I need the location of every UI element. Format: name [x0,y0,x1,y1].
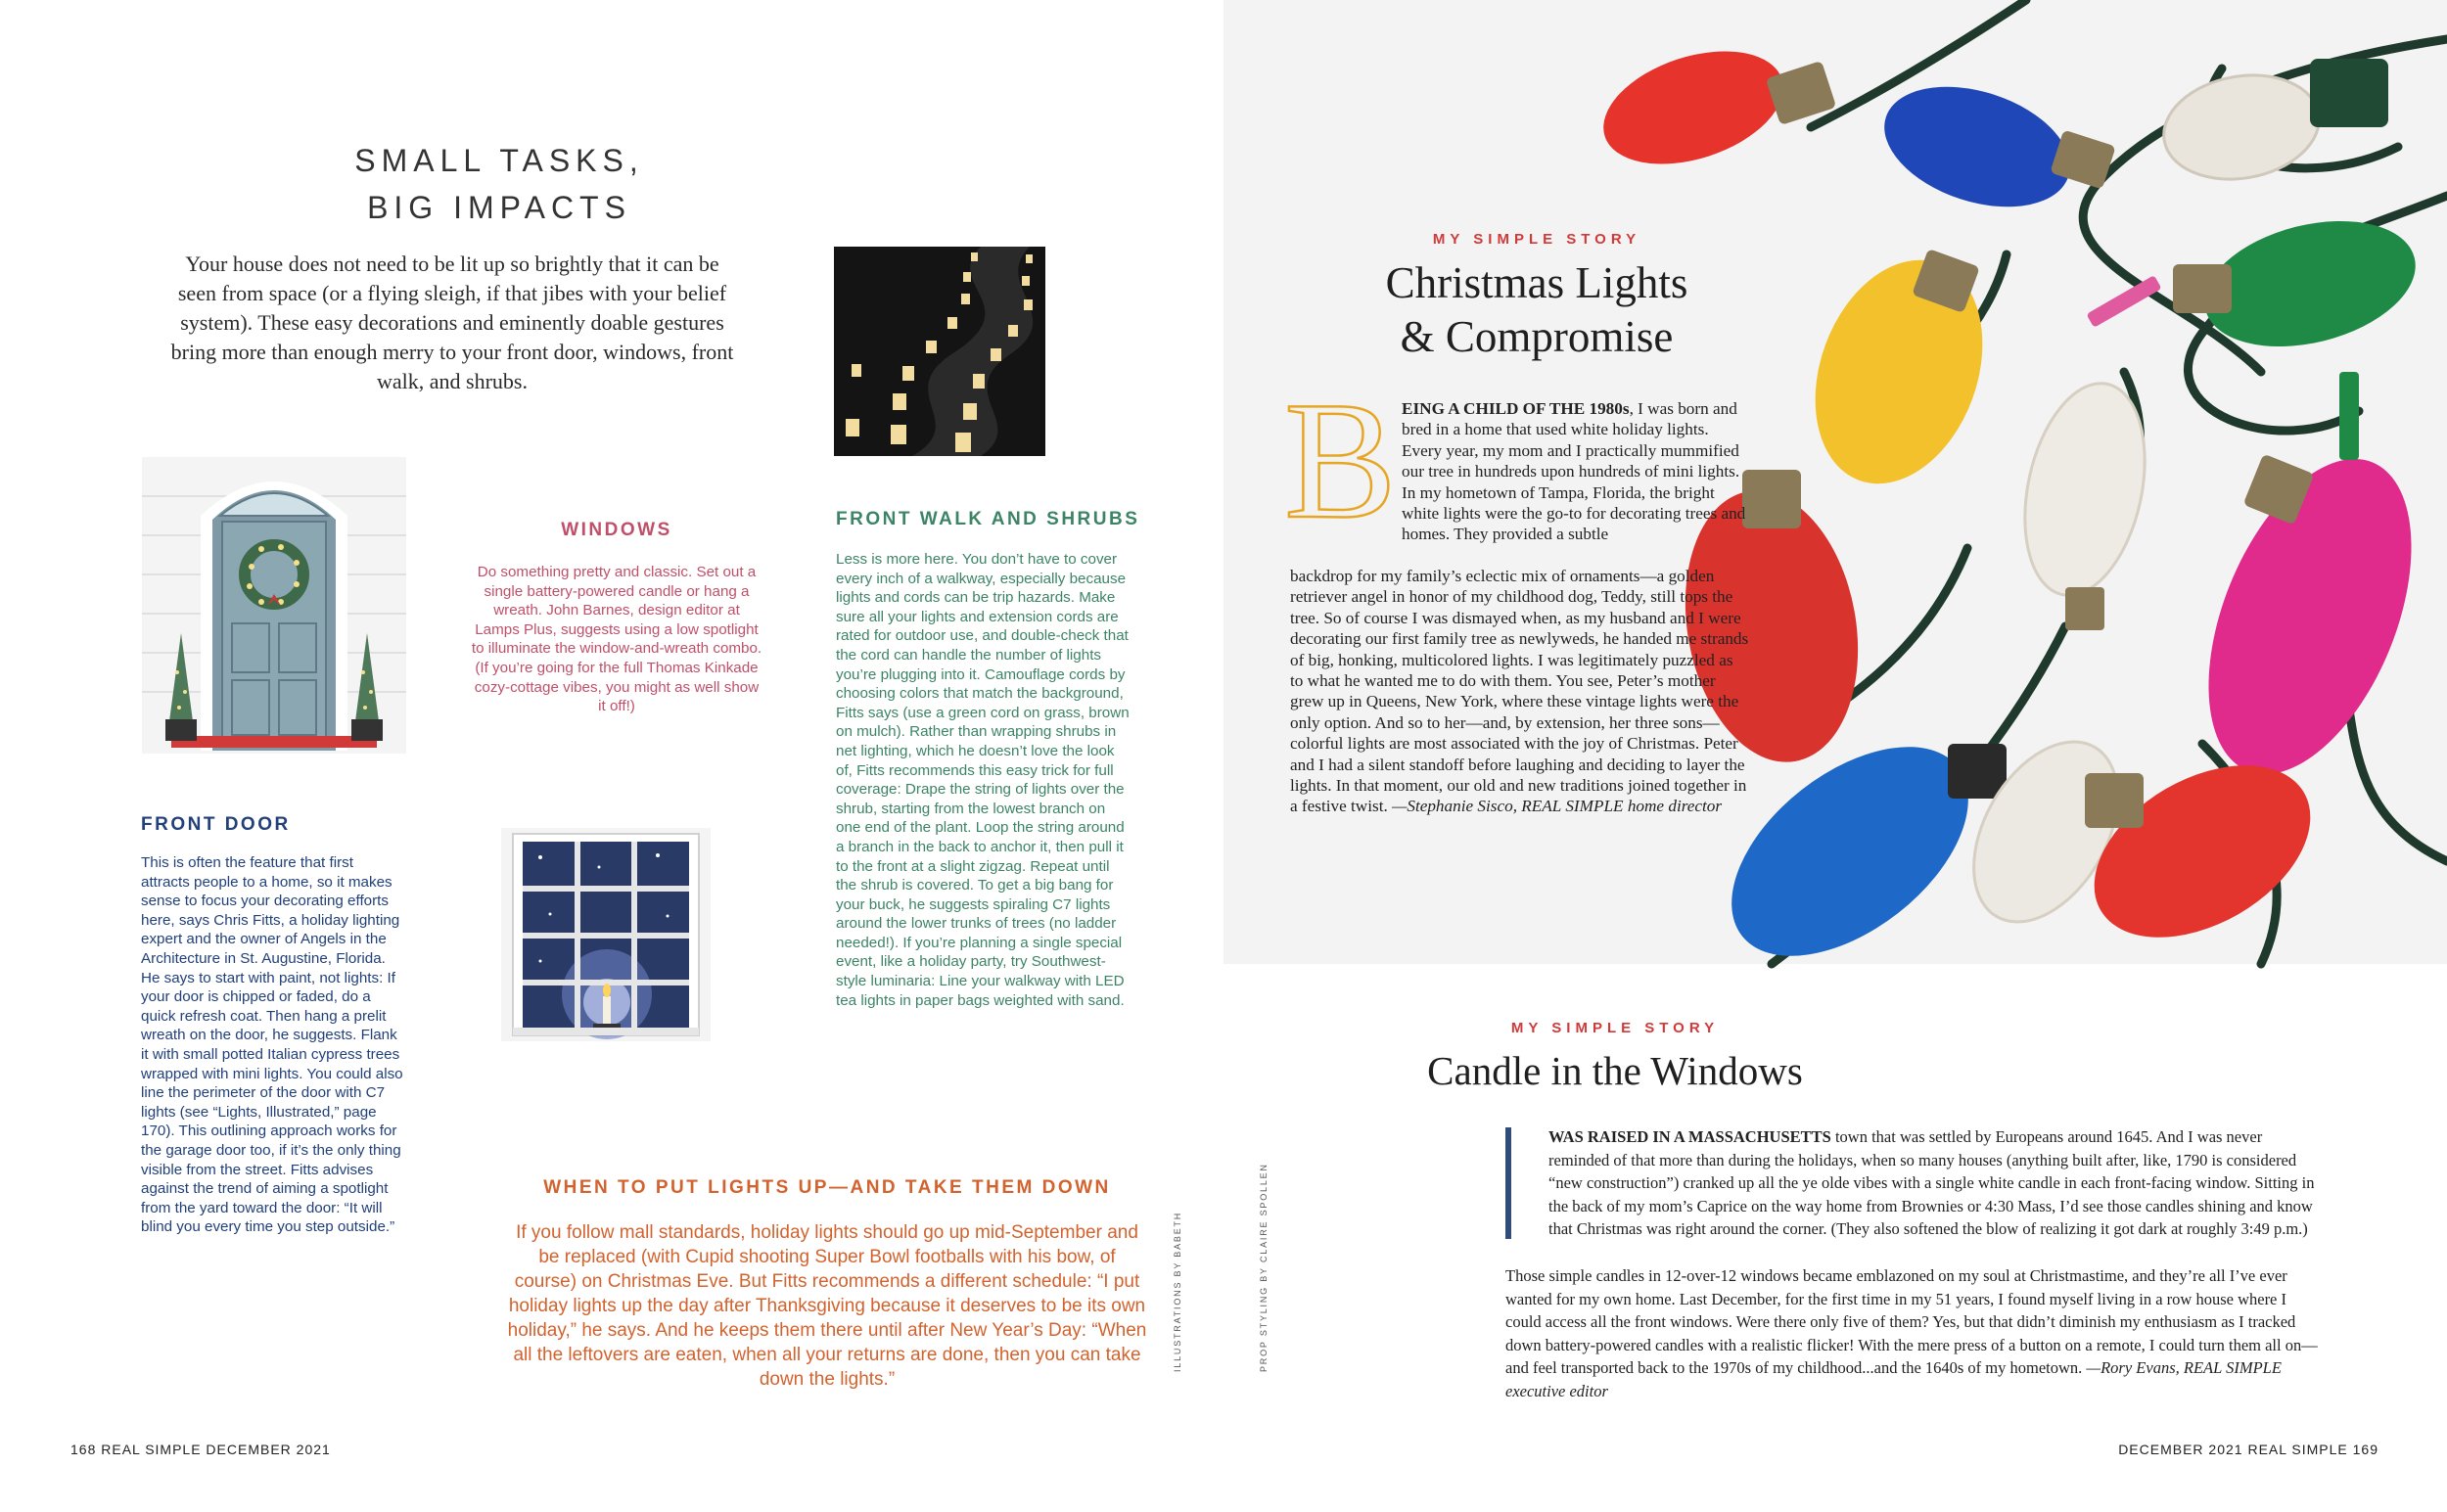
illustration-credit: ILLUSTRATIONS BY BABETH [1173,1211,1182,1372]
prop-styling-credit: PROP STYLING BY CLAIRE SPOLLEN [1259,1163,1269,1372]
folio-right: DECEMBER 2021 REAL SIMPLE 169 [2118,1442,2378,1457]
drop-cap-b [1284,368,1397,554]
when-heading: WHEN TO PUT LIGHTS UP—AND TAKE THEM DOWN [543,1177,1111,1198]
story2-body-bottom [1505,1264,2322,1402]
luminaria-walkway-photo [834,247,1045,456]
title-line-1: SMALL TASKS, [354,143,644,178]
story1-title-line-1: Christmas Lights [1385,258,1688,307]
story2-signature: —Rory Evans, REAL SIMPLE executive editor [1505,1358,2282,1400]
front-walk-body: Less is more here. You don’t have to cover every inch of a walkway, especially because lights and cords can be trip hazards. Make sure all your lights and extension cords are rated for outdoor use, and double-check that the cord can handle the number of lights you’re plugging into it. Camouflage cords by choosing colors that match the background, Fitts says (use a green cord on grass, brown on mulch). Rather than wrapping shrubs in net lighting, which he doesn’t love the look of, Fitts recommends this easy trick for full coverage: Drape the string of lights over the shrub, starting from the lowest branch on one end of the plant. Loop the string around a branch in the back to anchor it, then pull it to the front at a slight zigzag. Repeat until the shrub is covered. To get a big bang for your buck, he suggests spiraling C7 lights around the lower trunks of trees (no ladder needed!). If you’re planning a single special event, like a holiday party, try Southwest-style luminaria: Line your walkway with LED tea lights in paper bags weighted with sand. [836,551,1130,1009]
windows-body: Do something pretty and classic. Set out a single battery-powered candle or hang a wreath. John Barnes, design editor at Lamps Plus, suggests using a low spotlight to illuminate the window-and-wreath combo. (If you’re going for the full Thomas Kinkade cozy-cottage vibes, you might as well show it off!) [471,564,762,715]
page-title [294,137,705,231]
drop-cap-i [1505,1127,1511,1239]
story1-body-bottom [1290,566,1750,817]
story1-body-b: backdrop for my family’s eclectic mix of ornaments—a golden retriever angel in honor of my childhood dog, Teddy, still tops the tree. So of course I was dismayed when, as my husband and I were decorating our first family tree as newlyweds, he handed me strands of big, honking, multicolored lights. I was legitimately puzzled as to what he wanted me to do with them. You see, Peter’s mother grew up in Queens, New York, where these vintage lights were the only option. And so to her—and, by extension, her three sons— colorful lights are most associated with the joy of Christmas. Peter and I had a silent standoff before laughing and deciding to layer the lights. In that moment, our old and new traditions joined together in a festive twist. [1290,567,1749,816]
story2-title: Candle in the Windows [1427,1048,1803,1093]
front-door-heading: FRONT DOOR [141,814,291,835]
story2-body-a: town that was settled by Europeans around 1645. And I was never reminded of that more than during the holidays, when so many houses (anything built after, like, 1790 is considered “new construction”) cranked up all the ye olde vibes with a single white candle in each front-facing window. Sitting in the back of my mom’s Caprice on the way home from Brownies or 4:30 Mass, I’d see those candles shining and know that Christmas was right around the corner. (They also softened the blow of realizing it got dark at roughly 3:49 p.m.) [1548,1127,2315,1238]
story2-body-b: Those simple candles in 12-over-12 windows became emblazoned on my soul at Christmastime, and they’re all I’ve ever wanted for my own home. Last December, for the first time in my 51 years, I found myself living in a row house where I could access all the front windows. Were there only five of them? Yes, but that didn’t diminish my enthusiasm as I tracked down battery-powered candles with a realistic flicker! With the mere press of a button on a remote, I could turn them all on—and feel transported back to the 1970s of my childhood...and the 1640s of my hometown. [1505,1266,2318,1377]
front-door-body: This is often the feature that first attracts people to a home, so it makes sense to focus your decorating efforts here, says Chris Fitts, a holiday lighting expert and the owner of Angels in the Architecture in St. Augustine, Florida. He says to start with paint, not lights: If your door is chipped or faded, do a quick refresh coat. Then hang a prelit wreath on the door, he suggests. Flank it with small potted Italian cypress trees wrapped with mini lights. You could also line the perimeter of the door with C7 lights (see “Lights, Illustrated,” page 170). This outlining approach works for the garage door too, if it’s the only thing visible from the street. Fitts advises against the trend of aiming a spotlight from the yard toward the door: “It will blind you every time you step outside.” [141,854,403,1236]
story1-body-a: , I was born and bred in a home that used white holiday lights. Every year, my mom and I practically mummified our tree in hundreds upon hundreds of mini lights. In my hometown of Tampa, Florida, the bright white lights were the go-to for decorating trees and homes. They provided a subtle [1402,399,1746,544]
story2-eyebrow: MY SIMPLE STORY [1510,1020,1720,1036]
front-walk-heading: FRONT WALK AND SHRUBS [836,509,1140,529]
title-line-2: BIG IMPACTS [367,190,631,225]
windows-heading: WINDOWS [561,520,672,540]
front-door-illustration [142,457,406,754]
story2-body-top [1548,1125,2322,1241]
story1-title-line-2: & Compromise [1400,312,1674,361]
when-body: If you follow mall standards, holiday lights should go up mid-September and be replaced (with Cupid shooting Super Bowl footballs with his bow, of course) on Christmas Eve. But Fitts recommends a different schedule: “I put holiday lights up the day after Thanksgiving because it deserves to be its own holiday,” he says. And he keeps them there until after New Year’s Day: “When all the leftovers are eaten, when all your returns are done, then you can take down the lights.” [507,1222,1147,1390]
intro-paragraph: Your house does not need to be lit up so brightly that it can be seen from space (or a flying sleigh, if that jibes with your belief system). These easy decorations and eminently doable gestures bring more than enough merry to your front door, windows, front walk, and shrubs. [170,252,734,393]
story1-eyebrow: MY SIMPLE STORY [1432,231,1641,248]
story1-body-top [1402,398,1746,545]
story1-lead: EING A CHILD OF THE 1980s [1402,399,1630,418]
story1-title [1282,256,1791,364]
story1-signature: —Stephanie Sisco, REAL SIMPLE home director [1387,797,1723,816]
window-candle-illustration [501,828,711,1041]
folio-left: 168 REAL SIMPLE DECEMBER 2021 [70,1442,331,1457]
drop-cap-letter: B [1284,368,1397,554]
story2-lead: WAS RAISED IN A MASSACHUSETTS [1548,1127,1831,1146]
